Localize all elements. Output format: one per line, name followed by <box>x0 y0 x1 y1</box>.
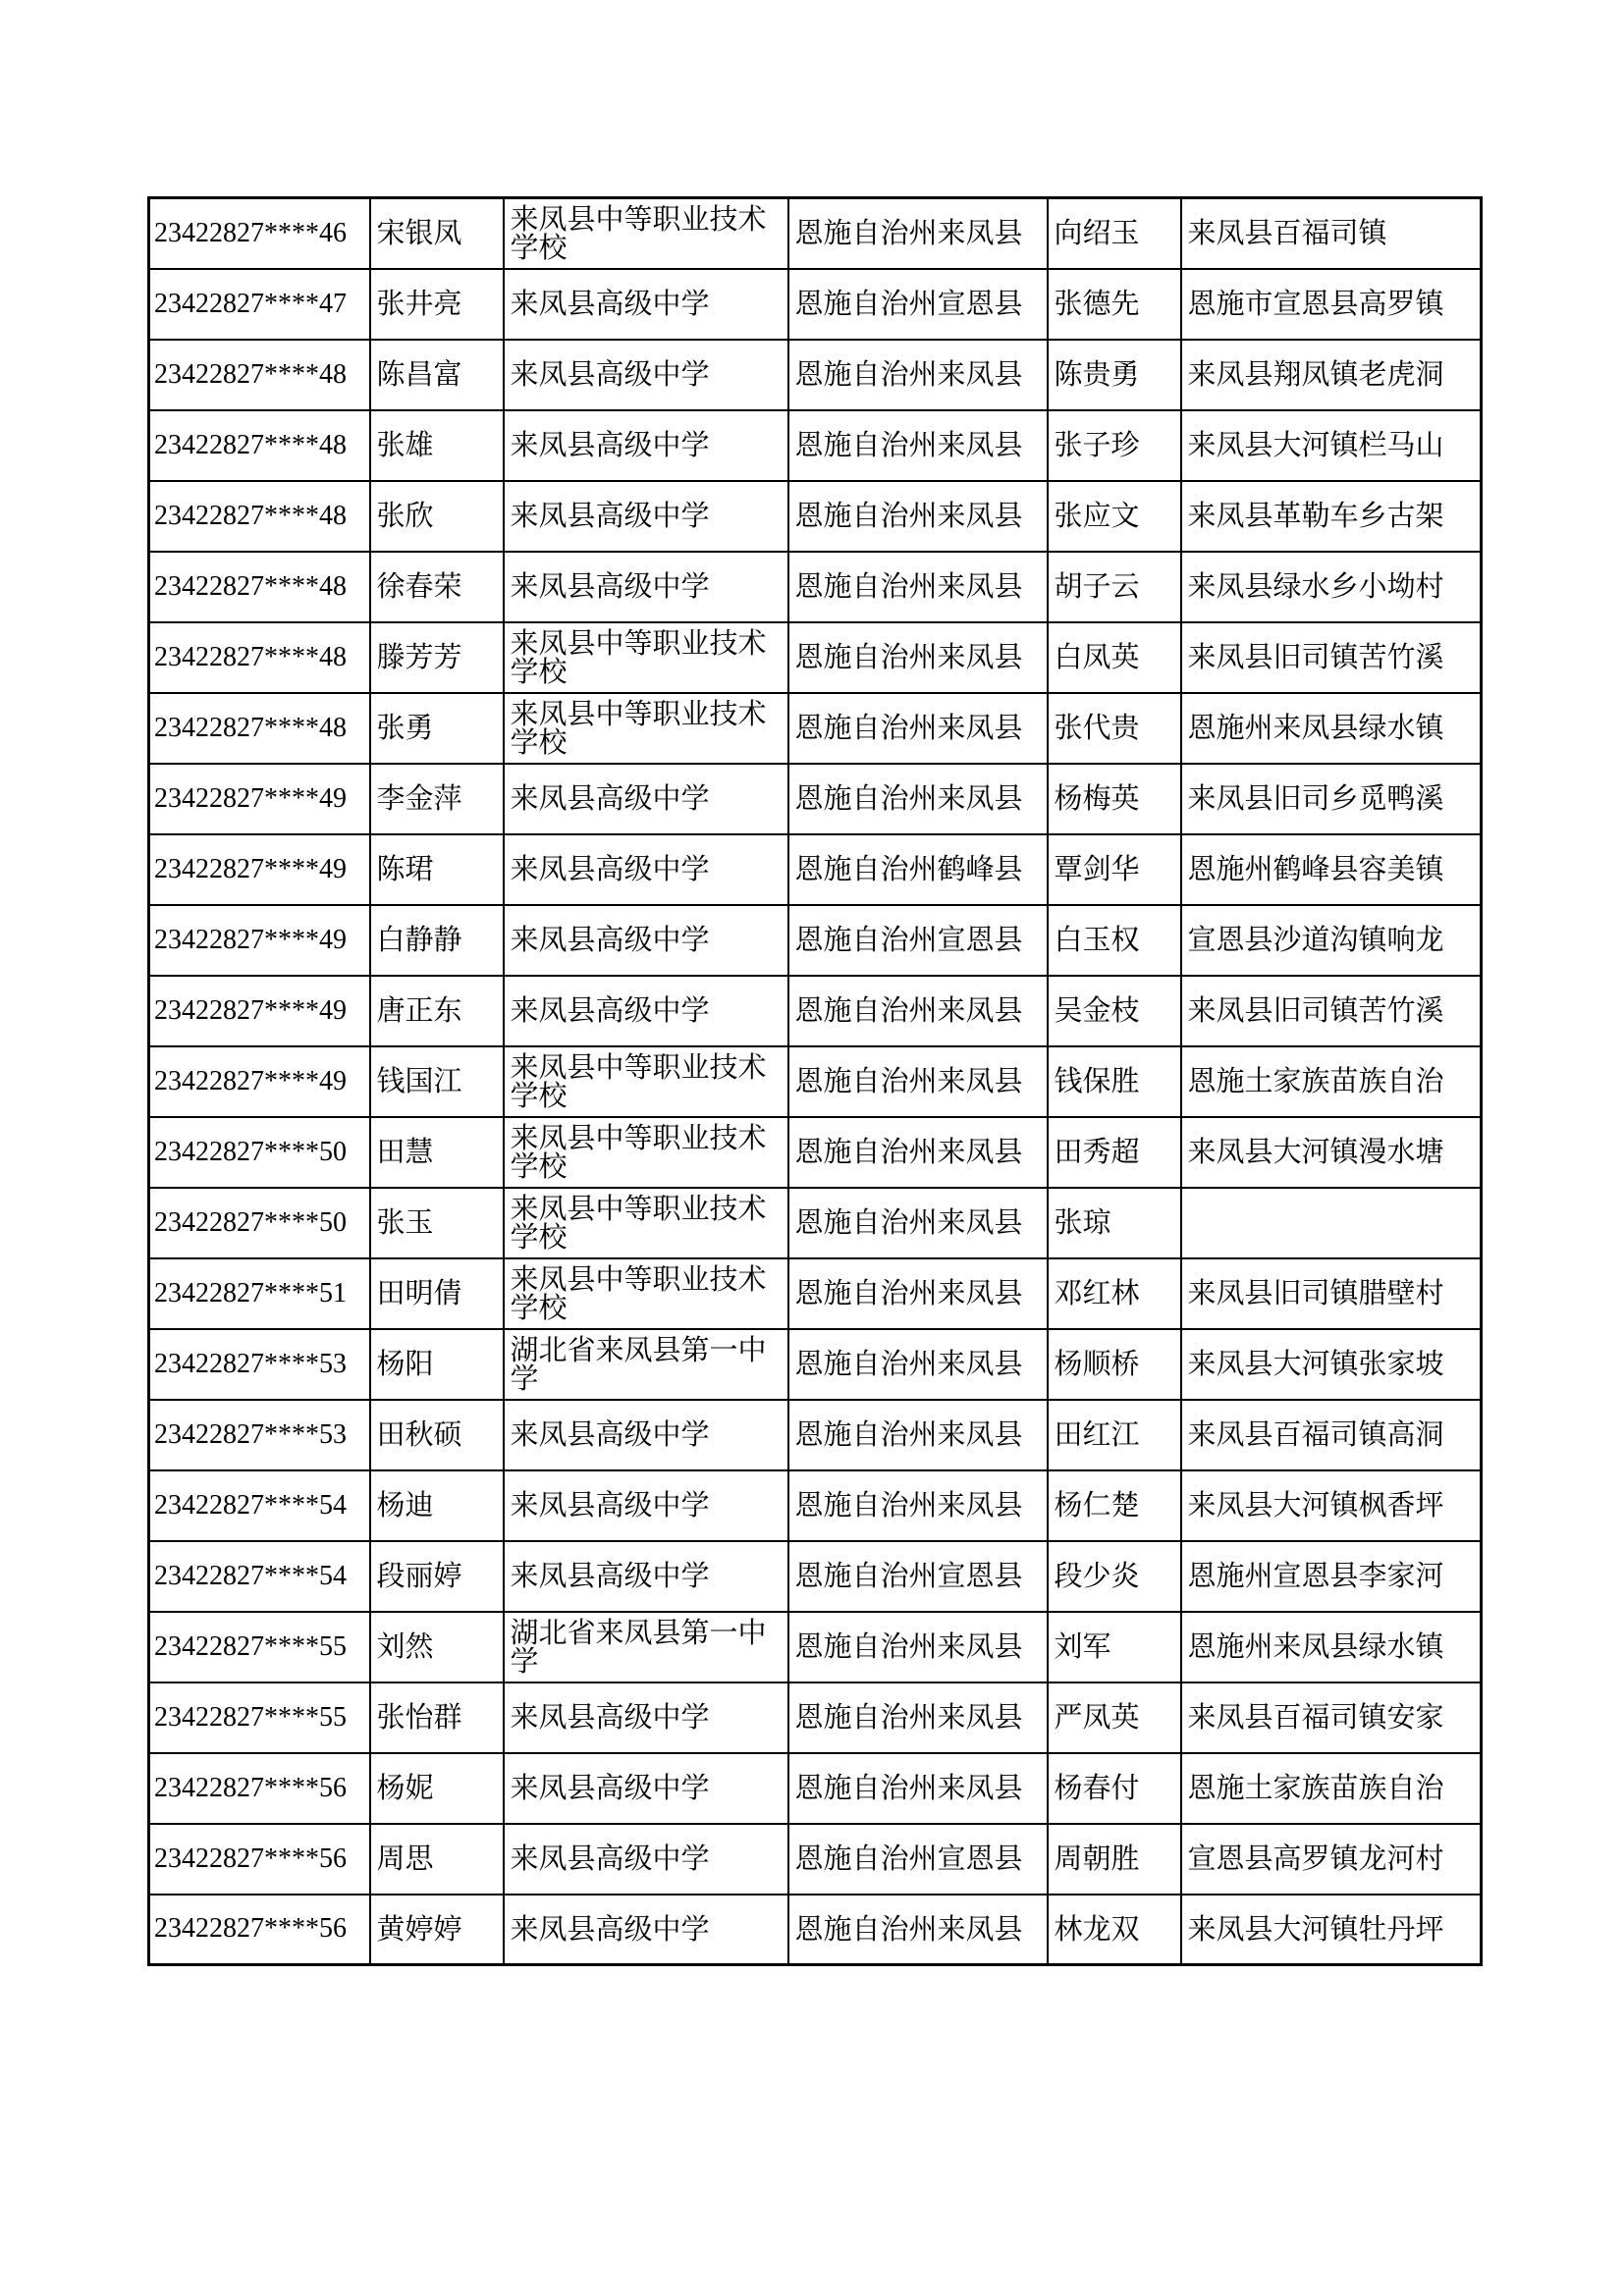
school-cell: 来凤县高级中学 <box>504 1541 788 1612</box>
region-cell: 恩施自治州来凤县 <box>788 1258 1048 1329</box>
school-cell: 来凤县中等职业技术学校 <box>504 622 788 693</box>
table-row <box>149 1117 1482 1188</box>
guardian-cell: 段少炎 <box>1048 1541 1181 1612</box>
id-cell: 23422827****49 <box>149 834 370 905</box>
address-cell: 恩施土家族苗族自治 <box>1181 1046 1482 1117</box>
guardian-cell: 杨仁楚 <box>1048 1470 1181 1541</box>
id-cell: 23422827****48 <box>149 552 370 622</box>
table-row <box>149 1541 1482 1612</box>
id-cell: 23422827****50 <box>149 1117 370 1188</box>
id-cell: 23422827****54 <box>149 1470 370 1541</box>
school-cell: 来凤县中等职业技术学校 <box>504 198 788 269</box>
guardian-cell: 向绍玉 <box>1048 198 1181 269</box>
student-table <box>147 196 1483 1966</box>
guardian-cell: 邓红林 <box>1048 1258 1181 1329</box>
school-cell: 湖北省来凤县第一中学 <box>504 1329 788 1400</box>
address-cell: 来凤县大河镇牡丹坪 <box>1181 1895 1482 1965</box>
table-row <box>149 198 1482 269</box>
name-cell: 唐正东 <box>370 976 504 1046</box>
table-row <box>149 481 1482 552</box>
table-row <box>149 269 1482 340</box>
address-cell: 来凤县旧司镇苦竹溪 <box>1181 622 1482 693</box>
guardian-cell: 田红江 <box>1048 1400 1181 1470</box>
address-cell: 来凤县旧司镇腊壁村 <box>1181 1258 1482 1329</box>
school-cell: 来凤县高级中学 <box>504 1824 788 1895</box>
address-cell: 来凤县百福司镇高洞 <box>1181 1400 1482 1470</box>
region-cell: 恩施自治州来凤县 <box>788 481 1048 552</box>
id-cell: 23422827****56 <box>149 1824 370 1895</box>
table-row <box>149 1470 1482 1541</box>
region-cell: 恩施自治州来凤县 <box>788 340 1048 410</box>
name-cell: 陈昌富 <box>370 340 504 410</box>
school-cell: 来凤县中等职业技术学校 <box>504 1046 788 1117</box>
region-cell: 恩施自治州宣恩县 <box>788 269 1048 340</box>
table-row <box>149 764 1482 834</box>
guardian-cell: 白凤英 <box>1048 622 1181 693</box>
region-cell: 恩施自治州鹤峰县 <box>788 834 1048 905</box>
table-row <box>149 622 1482 693</box>
address-cell: 恩施州鹤峰县容美镇 <box>1181 834 1482 905</box>
address-cell: 来凤县旧司镇苦竹溪 <box>1181 976 1482 1046</box>
id-cell: 23422827****56 <box>149 1753 370 1824</box>
region-cell: 恩施自治州来凤县 <box>788 410 1048 481</box>
id-cell: 23422827****47 <box>149 269 370 340</box>
table-row <box>149 1329 1482 1400</box>
region-cell: 恩施自治州来凤县 <box>788 1753 1048 1824</box>
address-cell: 来凤县大河镇张家坡 <box>1181 1329 1482 1400</box>
table-row <box>149 693 1482 764</box>
name-cell: 张雄 <box>370 410 504 481</box>
school-cell: 来凤县高级中学 <box>504 340 788 410</box>
address-cell: 来凤县大河镇漫水塘 <box>1181 1117 1482 1188</box>
table-row <box>149 1188 1482 1258</box>
guardian-cell: 严凤英 <box>1048 1682 1181 1753</box>
guardian-cell: 胡子云 <box>1048 552 1181 622</box>
name-cell: 周思 <box>370 1824 504 1895</box>
address-cell: 来凤县百福司镇 <box>1181 198 1482 269</box>
guardian-cell: 刘军 <box>1048 1612 1181 1682</box>
id-cell: 23422827****46 <box>149 198 370 269</box>
guardian-cell: 张代贵 <box>1048 693 1181 764</box>
school-cell: 来凤县高级中学 <box>504 905 788 976</box>
name-cell: 李金萍 <box>370 764 504 834</box>
table-row <box>149 905 1482 976</box>
region-cell: 恩施自治州来凤县 <box>788 1470 1048 1541</box>
name-cell: 段丽婷 <box>370 1541 504 1612</box>
address-cell: 来凤县大河镇栏马山 <box>1181 410 1482 481</box>
table-row <box>149 976 1482 1046</box>
school-cell: 来凤县高级中学 <box>504 481 788 552</box>
school-cell: 来凤县中等职业技术学校 <box>504 693 788 764</box>
guardian-cell: 周朝胜 <box>1048 1824 1181 1895</box>
region-cell: 恩施自治州来凤县 <box>788 1117 1048 1188</box>
table-row <box>149 1682 1482 1753</box>
name-cell: 杨阳 <box>370 1329 504 1400</box>
name-cell: 杨迪 <box>370 1470 504 1541</box>
name-cell: 田慧 <box>370 1117 504 1188</box>
table-row <box>149 340 1482 410</box>
region-cell: 恩施自治州来凤县 <box>788 552 1048 622</box>
table-row <box>149 1612 1482 1682</box>
name-cell: 张玉 <box>370 1188 504 1258</box>
id-cell: 23422827****49 <box>149 1046 370 1117</box>
address-cell <box>1181 1188 1482 1258</box>
address-cell: 恩施土家族苗族自治 <box>1181 1753 1482 1824</box>
school-cell: 来凤县高级中学 <box>504 1753 788 1824</box>
school-cell: 来凤县高级中学 <box>504 1470 788 1541</box>
address-cell: 来凤县旧司乡觅鸭溪 <box>1181 764 1482 834</box>
name-cell: 白静静 <box>370 905 504 976</box>
table-row <box>149 1258 1482 1329</box>
name-cell: 田明倩 <box>370 1258 504 1329</box>
address-cell: 恩施州来凤县绿水镇 <box>1181 1612 1482 1682</box>
school-cell: 来凤县中等职业技术学校 <box>504 1188 788 1258</box>
table-row <box>149 1895 1482 1965</box>
school-cell: 来凤县中等职业技术学校 <box>504 1258 788 1329</box>
name-cell: 滕芳芳 <box>370 622 504 693</box>
name-cell: 宋银凤 <box>370 198 504 269</box>
guardian-cell: 白玉权 <box>1048 905 1181 976</box>
address-cell: 来凤县绿水乡小坳村 <box>1181 552 1482 622</box>
school-cell: 来凤县高级中学 <box>504 834 788 905</box>
id-cell: 23422827****48 <box>149 340 370 410</box>
id-cell: 23422827****53 <box>149 1329 370 1400</box>
address-cell: 来凤县翔凤镇老虎洞 <box>1181 340 1482 410</box>
name-cell: 徐春荣 <box>370 552 504 622</box>
region-cell: 恩施自治州来凤县 <box>788 622 1048 693</box>
guardian-cell: 张子珍 <box>1048 410 1181 481</box>
address-cell: 恩施州宣恩县李家河 <box>1181 1541 1482 1612</box>
id-cell: 23422827****48 <box>149 693 370 764</box>
guardian-cell: 钱保胜 <box>1048 1046 1181 1117</box>
region-cell: 恩施自治州来凤县 <box>788 1329 1048 1400</box>
region-cell: 恩施自治州来凤县 <box>788 764 1048 834</box>
id-cell: 23422827****49 <box>149 905 370 976</box>
address-cell: 宣恩县沙道沟镇响龙 <box>1181 905 1482 976</box>
name-cell: 张井亮 <box>370 269 504 340</box>
table-row <box>149 1824 1482 1895</box>
region-cell: 恩施自治州来凤县 <box>788 693 1048 764</box>
guardian-cell: 吴金枝 <box>1048 976 1181 1046</box>
id-cell: 23422827****55 <box>149 1682 370 1753</box>
id-cell: 23422827****48 <box>149 622 370 693</box>
guardian-cell: 张德先 <box>1048 269 1181 340</box>
table-row <box>149 1753 1482 1824</box>
guardian-cell: 杨梅英 <box>1048 764 1181 834</box>
school-cell: 来凤县高级中学 <box>504 552 788 622</box>
id-cell: 23422827****49 <box>149 764 370 834</box>
id-cell: 23422827****51 <box>149 1258 370 1329</box>
guardian-cell: 田秀超 <box>1048 1117 1181 1188</box>
table-row <box>149 834 1482 905</box>
name-cell: 刘然 <box>370 1612 504 1682</box>
region-cell: 恩施自治州来凤县 <box>788 1682 1048 1753</box>
address-cell: 来凤县革勒车乡古架 <box>1181 481 1482 552</box>
address-cell: 恩施市宣恩县高罗镇 <box>1181 269 1482 340</box>
table-row <box>149 1046 1482 1117</box>
name-cell: 张欣 <box>370 481 504 552</box>
table-body <box>149 198 1482 1965</box>
region-cell: 恩施自治州宣恩县 <box>788 1541 1048 1612</box>
address-cell: 恩施州来凤县绿水镇 <box>1181 693 1482 764</box>
id-cell: 23422827****56 <box>149 1895 370 1965</box>
school-cell: 来凤县高级中学 <box>504 1400 788 1470</box>
id-cell: 23422827****55 <box>149 1612 370 1682</box>
address-cell: 来凤县大河镇枫香坪 <box>1181 1470 1482 1541</box>
region-cell: 恩施自治州来凤县 <box>788 976 1048 1046</box>
name-cell: 黄婷婷 <box>370 1895 504 1965</box>
school-cell: 来凤县高级中学 <box>504 410 788 481</box>
school-cell: 湖北省来凤县第一中学 <box>504 1612 788 1682</box>
table-row <box>149 552 1482 622</box>
address-cell: 宣恩县高罗镇龙河村 <box>1181 1824 1482 1895</box>
region-cell: 恩施自治州来凤县 <box>788 1046 1048 1117</box>
name-cell: 陈珺 <box>370 834 504 905</box>
guardian-cell: 覃剑华 <box>1048 834 1181 905</box>
id-cell: 23422827****53 <box>149 1400 370 1470</box>
guardian-cell: 杨春付 <box>1048 1753 1181 1824</box>
school-cell: 来凤县高级中学 <box>504 976 788 1046</box>
name-cell: 钱国江 <box>370 1046 504 1117</box>
table-row <box>149 1400 1482 1470</box>
address-cell: 来凤县百福司镇安家 <box>1181 1682 1482 1753</box>
region-cell: 恩施自治州宣恩县 <box>788 1824 1048 1895</box>
guardian-cell: 林龙双 <box>1048 1895 1181 1965</box>
school-cell: 来凤县高级中学 <box>504 1682 788 1753</box>
guardian-cell: 杨顺桥 <box>1048 1329 1181 1400</box>
name-cell: 张勇 <box>370 693 504 764</box>
region-cell: 恩施自治州来凤县 <box>788 1400 1048 1470</box>
id-cell: 23422827****54 <box>149 1541 370 1612</box>
school-cell: 来凤县高级中学 <box>504 269 788 340</box>
region-cell: 恩施自治州来凤县 <box>788 1188 1048 1258</box>
guardian-cell: 张应文 <box>1048 481 1181 552</box>
school-cell: 来凤县中等职业技术学校 <box>504 1117 788 1188</box>
region-cell: 恩施自治州来凤县 <box>788 198 1048 269</box>
guardian-cell: 陈贵勇 <box>1048 340 1181 410</box>
region-cell: 恩施自治州来凤县 <box>788 1612 1048 1682</box>
school-cell: 来凤县高级中学 <box>504 764 788 834</box>
id-cell: 23422827****49 <box>149 976 370 1046</box>
id-cell: 23422827****48 <box>149 481 370 552</box>
id-cell: 23422827****48 <box>149 410 370 481</box>
region-cell: 恩施自治州来凤县 <box>788 1895 1048 1965</box>
guardian-cell: 张琼 <box>1048 1188 1181 1258</box>
name-cell: 杨妮 <box>370 1753 504 1824</box>
region-cell: 恩施自治州宣恩县 <box>788 905 1048 976</box>
name-cell: 张怡群 <box>370 1682 504 1753</box>
school-cell: 来凤县高级中学 <box>504 1895 788 1965</box>
table-row <box>149 410 1482 481</box>
name-cell: 田秋硕 <box>370 1400 504 1470</box>
id-cell: 23422827****50 <box>149 1188 370 1258</box>
